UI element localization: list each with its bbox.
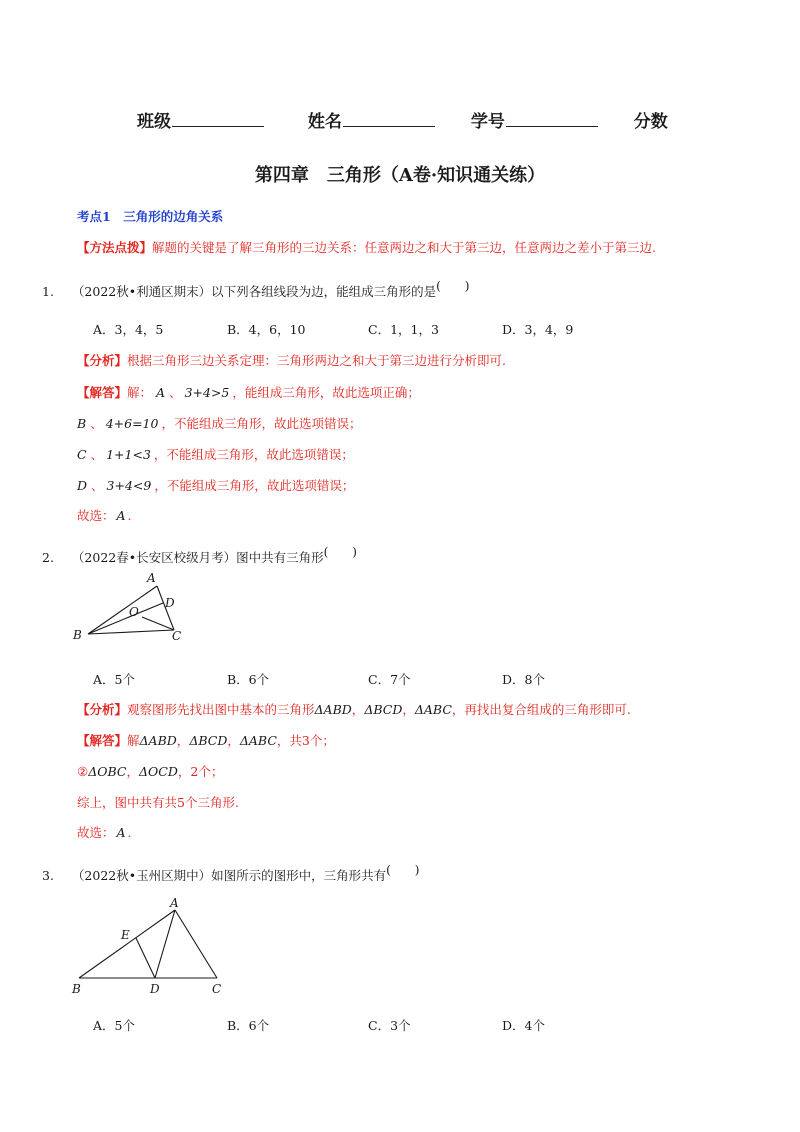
triangle-abc: ΔABC bbox=[239, 733, 277, 748]
score-label: 分数 bbox=[633, 112, 668, 132]
student-id-label: 学号 bbox=[470, 112, 505, 132]
analysis-text-end: ，再找出复合组成的三角形即可. bbox=[451, 702, 631, 717]
q2-answer-line-1: 【解答】解ΔABD，ΔBCD，ΔABC，共3个； bbox=[77, 733, 335, 748]
option-c[interactable]: C．7个 bbox=[368, 672, 411, 687]
answer-bracket: ( ) bbox=[436, 279, 470, 293]
q1-answer-line-4 bbox=[77, 476, 354, 494]
question-number: 3. bbox=[42, 868, 54, 883]
analysis-tag: 【分析】 bbox=[77, 353, 128, 368]
question-2 bbox=[42, 545, 357, 566]
triangle-obc: ΔOBC bbox=[88, 764, 127, 779]
label-e: E bbox=[121, 928, 130, 942]
answer-prefix: 解 bbox=[127, 733, 140, 748]
question-stem: 以下列各组线段为边，能组成三角形的是 bbox=[211, 284, 437, 299]
separator: 、 bbox=[90, 416, 103, 431]
answer-step-marker: ② bbox=[77, 764, 89, 779]
inequality: 3+4>5 bbox=[184, 385, 230, 400]
label-b: B bbox=[72, 982, 81, 996]
class-blank[interactable] bbox=[172, 112, 264, 127]
q3-triangle-figure bbox=[66, 893, 246, 998]
question-number: 2. bbox=[42, 550, 54, 565]
option-c[interactable]: C．1，1，3 bbox=[368, 322, 439, 337]
separator: 、 bbox=[169, 385, 182, 400]
inequality: 1+1<3 bbox=[106, 447, 151, 462]
question-stem: 如图所示的图形中，三角形共有 bbox=[211, 868, 387, 883]
name-blank[interactable] bbox=[343, 112, 435, 127]
question-source: （2022秋•利通区期末） bbox=[71, 284, 212, 299]
question-3-options bbox=[0, 1016, 800, 1034]
q2-choice bbox=[77, 823, 132, 841]
segment-ac bbox=[175, 910, 217, 978]
method-tip-text: 解题的关键是了解三角形的三边关系：任意两边之和大于第三边，任意两边之差小于第三边. bbox=[152, 240, 656, 255]
q2-summary: 综上，图中共有共5个三角形. bbox=[77, 795, 239, 810]
triangle-abc: ΔABC bbox=[414, 702, 452, 717]
question-source: （2022秋•玉州区期中） bbox=[71, 868, 212, 883]
option-d[interactable]: D．3，4，9 bbox=[502, 322, 574, 337]
answer-tag: 【解答】 bbox=[77, 385, 128, 400]
choice-suffix: . bbox=[127, 508, 132, 523]
q1-choice bbox=[77, 506, 132, 524]
option-c[interactable]: C．3个 bbox=[368, 1018, 411, 1033]
option-b[interactable]: B．6个 bbox=[227, 672, 270, 687]
q2-triangle-figure bbox=[66, 568, 206, 648]
label-c: C bbox=[172, 629, 182, 643]
label-d: D bbox=[165, 596, 175, 610]
analysis-tag: 【分析】 bbox=[77, 702, 128, 717]
answer-bracket: ( ) bbox=[323, 545, 357, 559]
triangle-ocd: ΔOCD bbox=[139, 764, 178, 779]
inequality: 3+4<9 bbox=[106, 478, 152, 493]
option-letter: B bbox=[77, 416, 87, 431]
label-b: B bbox=[73, 628, 82, 642]
method-tip-tag: 【方法点拨】 bbox=[77, 240, 153, 255]
inequality: 4+6=10 bbox=[105, 416, 159, 431]
answer-bracket: ( ) bbox=[386, 863, 420, 877]
question-1-options bbox=[0, 320, 800, 338]
answer-conclusion: ，能组成三角形，故此选项正确； bbox=[232, 385, 420, 400]
option-d[interactable]: D．8个 bbox=[502, 672, 545, 687]
name-label: 姓名 bbox=[307, 112, 342, 132]
question-3 bbox=[42, 863, 420, 884]
option-a[interactable]: A．5个 bbox=[93, 1018, 135, 1033]
analysis-text: 根据三角形三边关系定理：三角形两边之和大于第三边进行分析即可. bbox=[127, 353, 506, 368]
choice-letter: A bbox=[116, 508, 126, 523]
question-stem: 图中共有三角形 bbox=[236, 550, 324, 565]
triangle-bcd: ΔBCD bbox=[364, 702, 403, 717]
q2-analysis: 【分析】观察图形先找出图中基本的三角形ΔABD，ΔBCD，ΔABC，再找出复合组成的三角形即可. bbox=[77, 702, 631, 717]
triangle-bcd: ΔBCD bbox=[189, 733, 228, 748]
q1-analysis bbox=[77, 351, 506, 369]
q1-answer-line-1 bbox=[77, 383, 420, 401]
segment-ad bbox=[155, 910, 175, 978]
question-source: （2022春•长安区校级月考） bbox=[71, 550, 237, 565]
student-id-blank[interactable] bbox=[506, 112, 598, 127]
triangle-abd: ΔABD bbox=[314, 702, 352, 717]
method-tip bbox=[77, 238, 656, 256]
option-letter: C bbox=[77, 447, 87, 462]
segment-ba bbox=[79, 910, 175, 978]
answer-count: ，共3个； bbox=[276, 733, 335, 748]
option-letter: A bbox=[156, 385, 166, 400]
option-letter: D bbox=[77, 478, 88, 493]
question-1 bbox=[42, 279, 470, 300]
label-c: C bbox=[212, 982, 222, 996]
segment-bc bbox=[88, 630, 174, 634]
option-b[interactable]: B．6个 bbox=[227, 1018, 270, 1033]
answer-conclusion: ，不能组成三角形，故此选项错误； bbox=[161, 416, 362, 431]
option-a[interactable]: A．5个 bbox=[93, 672, 135, 687]
option-b[interactable]: B．4，6，10 bbox=[227, 322, 306, 337]
answer-prefix: 解： bbox=[127, 385, 153, 400]
choice-prefix: 故选： bbox=[77, 508, 115, 523]
q2-answer-line-2: ②ΔOBC，ΔOCD，2个； bbox=[77, 764, 224, 779]
question-2-options bbox=[0, 670, 800, 688]
student-info-header bbox=[137, 107, 668, 132]
choice-suffix: . bbox=[127, 825, 132, 840]
chapter-title: 第四章 三角形（A卷·知识通关练） bbox=[254, 165, 546, 186]
q1-answer-line-3 bbox=[77, 445, 354, 463]
choice-letter: A bbox=[116, 825, 126, 840]
label-o: O bbox=[129, 605, 139, 619]
label-a: A bbox=[147, 571, 156, 585]
option-d[interactable]: D．4个 bbox=[502, 1018, 545, 1033]
separator: 、 bbox=[90, 447, 104, 462]
label-d: D bbox=[150, 982, 160, 996]
option-a[interactable]: A．3，4，5 bbox=[93, 322, 164, 337]
separator: 、 bbox=[91, 478, 104, 493]
question-number: 1. bbox=[42, 284, 54, 299]
class-label: 班级 bbox=[137, 112, 171, 132]
answer-conclusion: ，不能组成三角形，故此选项错误； bbox=[154, 478, 355, 493]
segment-ed bbox=[136, 938, 155, 978]
answer-conclusion: ，不能组成三角形，故此选项错误； bbox=[153, 447, 354, 462]
answer-count: ，2个； bbox=[177, 764, 224, 779]
q1-answer-line-2 bbox=[77, 414, 361, 432]
answer-tag: 【解答】 bbox=[77, 733, 128, 748]
triangle-abd: ΔABD bbox=[139, 733, 177, 748]
label-a: A bbox=[170, 896, 179, 910]
analysis-text: 观察图形先找出图中基本的三角形 bbox=[127, 702, 315, 717]
choice-prefix: 故选： bbox=[77, 825, 115, 840]
section-heading: 考点1 三角形的边角关系 bbox=[77, 209, 224, 224]
